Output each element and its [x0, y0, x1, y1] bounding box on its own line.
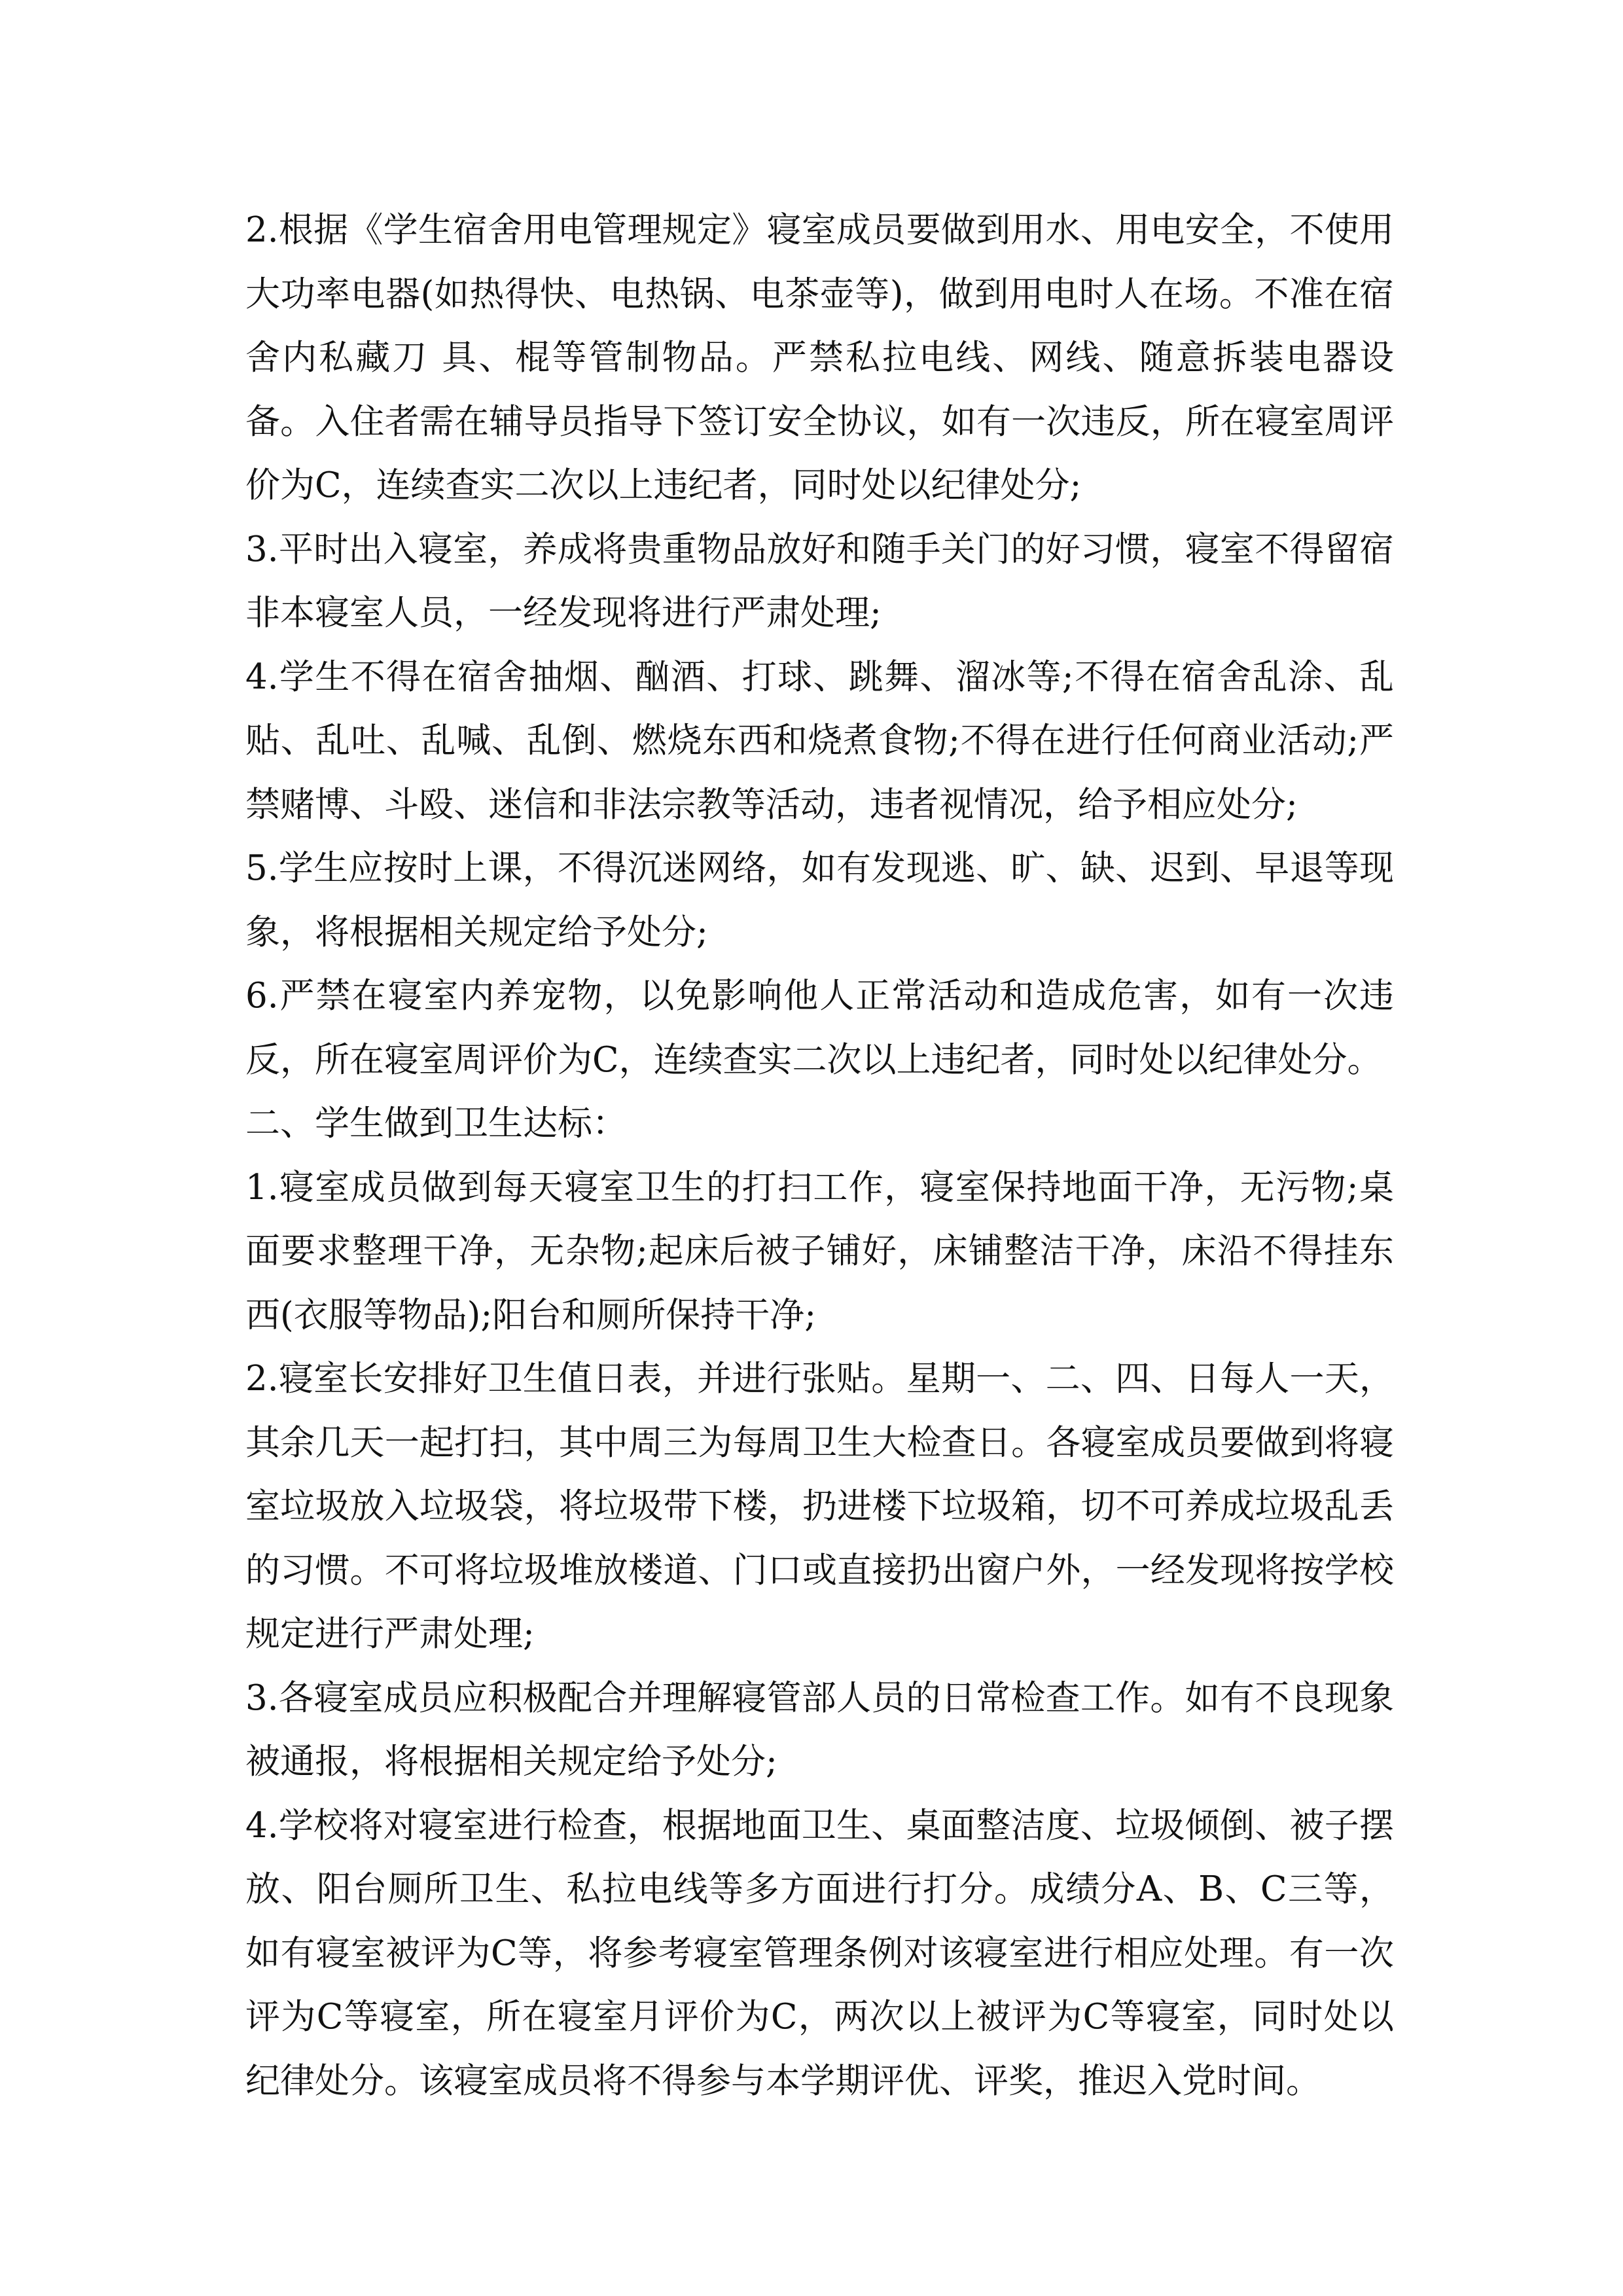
paragraph-rule-5-attendance: 5.学生应按时上课，不得沉迷网络，如有发现逃、旷、缺、迟到、早退等现象，将根据相关规定给予处分; — [245, 848, 1394, 952]
document-body — [245, 198, 1394, 2113]
paragraph-rule-3-security: 3.平时出入寝室，养成将贵重物品放好和随手关门的好习惯，寝室不得留宿非本寝室人员，一经发现将进行严肃处理; — [245, 529, 1394, 633]
paragraph-rule-4-prohibited-activities: 4.学生不得在宿舍抽烟、酗酒、打球、跳舞、溜冰等;不得在宿舍乱涂、乱贴、乱吐、乱喊、乱倒、燃烧东西和烧煮食物;不得在进行任何商业活动;严禁赌博、斗殴、迷信和非法宗教等活动，违者视情况，给予相应处分; — [245, 656, 1394, 825]
paragraph-hygiene-4-grading: 4.学校将对寝室进行检查，根据地面卫生、桌面整洁度、垃圾倾倒、被子摆放、阳台厕所卫生、私拉电线等多方面进行打分。成绩分A、B、C三等，如有寝室被评为C等，将参考寝室管理条例对该寝室进行相应处理。有一次评为C等寝室，所在寝室月评价为C，两次以上被评为C等寝室，同时处以纪律处分。该寝室成员将不得参与本学期评优、评奖，推迟入党时间。 — [245, 1805, 1394, 2101]
paragraph-hygiene-2-duty-roster: 2.寝室长安排好卫生值日表，并进行张贴。星期一、二、四、日每人一天，其余几天一起打扫，其中周三为每周卫生大检查日。各寝室成员要做到将寝室垃圾放入垃圾袋，将垃圾带下楼，扔进楼下垃圾箱，切不可养成垃圾乱丢的习惯。不可将垃圾堆放楼道、门口或直接扔出窗户外，一经发现将按学校规定进行严肃处理; — [245, 1359, 1394, 1654]
paragraph-hygiene-1-daily-cleaning: 1.寝室成员做到每天寝室卫生的打扫工作，寝室保持地面干净，无污物;桌面要求整理干净，无杂物;起床后被子铺好，床铺整洁干净，床沿不得挂东西(衣服等物品);阳台和厕所保持干净; — [245, 1167, 1394, 1335]
paragraph-hygiene-3-inspection-cooperation: 3.各寝室成员应积极配合并理解寝管部人员的日常检查工作。如有不良现象被通报，将根据相关规定给予处分; — [245, 1677, 1394, 1782]
paragraph-rule-6-pets: 6.严禁在寝室内养宠物，以免影响他人正常活动和造成危害，如有一次违反，所在寝室周评价为C，连续查实二次以上违纪者，同时处以纪律处分。 — [245, 976, 1394, 1080]
paragraph-rule-2-electricity: 2.根据《学生宿舍用电管理规定》寝室成员要做到用水、用电安全，不使用大功率电器(如热得快、电热锅、电茶壶等)，做到用电时人在场。不准在宿舍内私藏刀 具、棍等管制物品。严禁私拉电线、网线、随意拆装电器设备。入住者需在辅导员指导下签订安全协议，如有一次违反，所在寝室周评价为C，连续查实二次以上违纪者，同时处以纪律处分; — [245, 210, 1394, 505]
section-heading-hygiene: 二、学生做到卫生达标： — [245, 1103, 627, 1143]
